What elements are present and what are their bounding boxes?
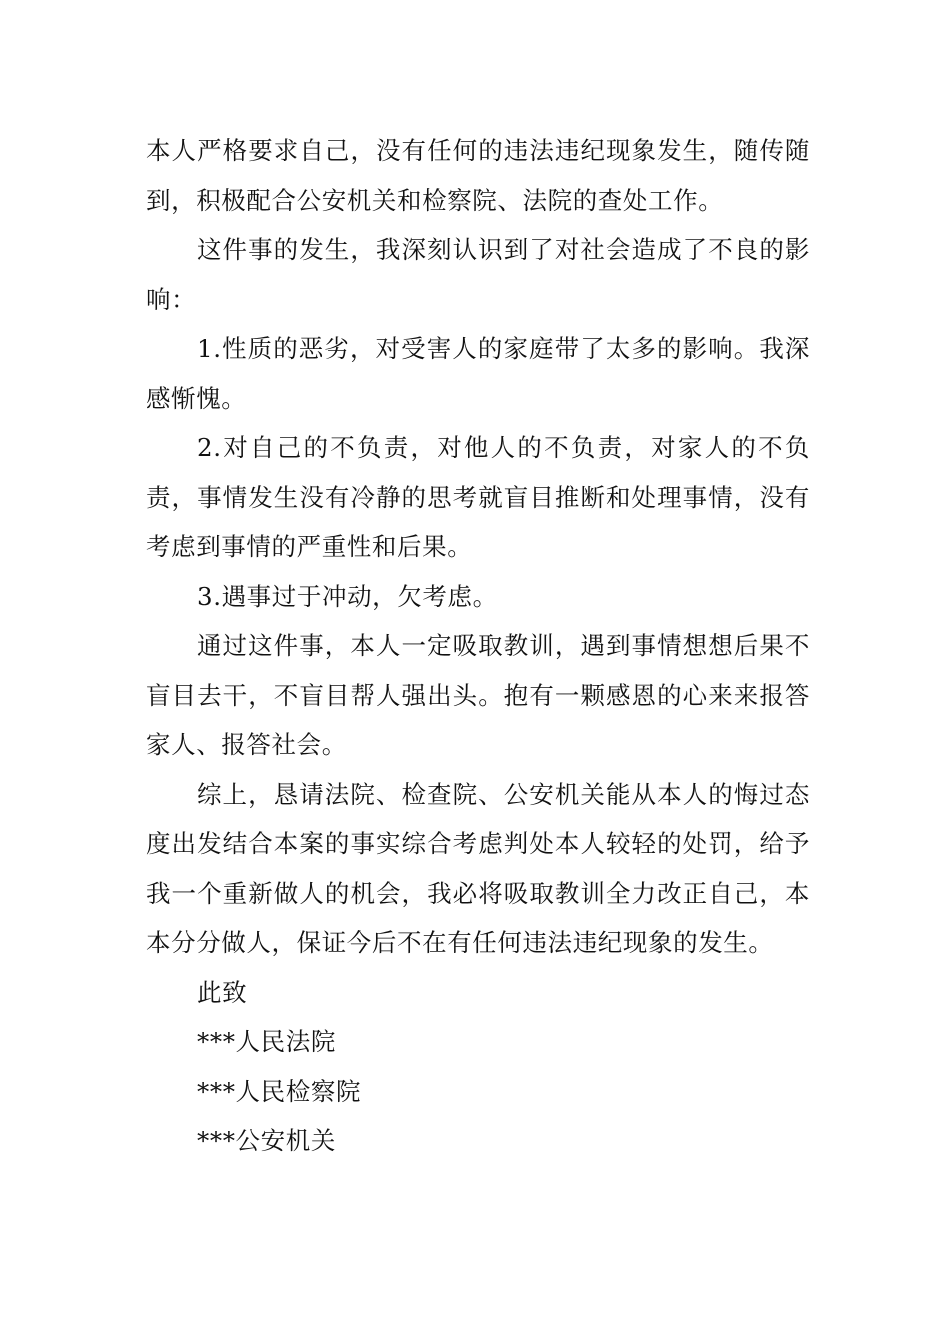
paragraph-lesson: 通过这件事，本人一定吸取教训，遇到事情想想后果不盲目去干，不盲目帮人强出头。抱有一颗感恩的心来来报答家人、报答社会。 [146,631,810,759]
closing-salutation: 此致 [197,977,248,1007]
recipient-procuratorate: ***人民检察院 [197,1076,362,1106]
paragraph-realization: 这件事的发生，我深刻认识到了对社会造成了不良的影响： [146,235,810,314]
paragraph-request: 综上，恳请法院、检查院、公安机关能从本人的悔过态度出发结合本案的事实综合考虑判处本人较轻的处罚，给予我一个重新做人的机会，我必将吸取教训全力改正自己，本本分分做人，保证今后不在有任何违法违纪现象的发生。 [146,779,810,957]
paragraph-point-3: 3.遇事过于冲动，欠考虑。 [197,581,498,611]
paragraph-point-2: 2.对自己的不负责，对他人的不负责，对家人的不负责，事情发生没有冷静的思考就盲目推断和处理事情，没有考虑到事情的严重性和后果。 [146,433,810,561]
recipient-police: ***公安机关 [197,1126,336,1155]
letter-body [146,126,810,1166]
paragraph-point-1: 1.性质的恶劣，对受害人的家庭带了太多的影响。我深感惭愧。 [146,334,810,413]
paragraph-cooperation: 本人严格要求自己，没有任何的违法违纪现象发生，随传随到，积极配合公安机关和检察院、法院的查处工作。 [146,136,810,215]
recipient-court: ***人民法院 [197,1027,336,1056]
